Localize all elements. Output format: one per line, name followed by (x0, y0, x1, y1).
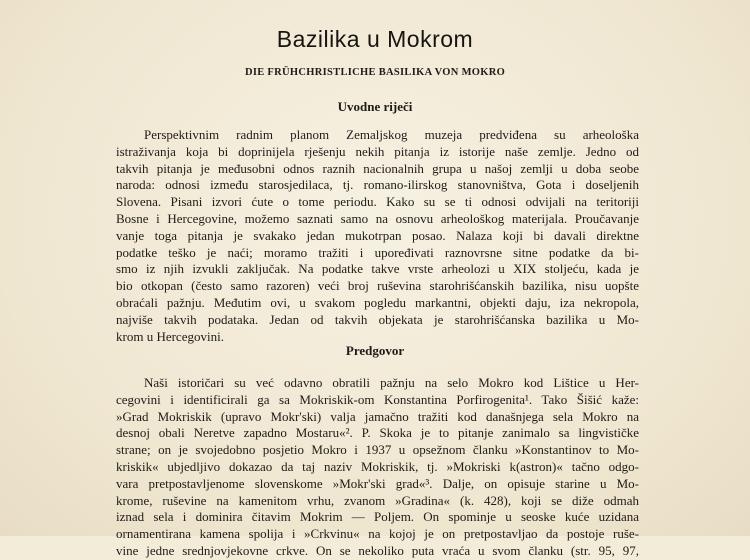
text-line: desnoj obali Neretve zapadno Mostaru«². P. Skoka je to pitanje zanimalo sa lingvističke (116, 425, 639, 441)
paragraph-preface (116, 375, 639, 560)
text-line: Perspektivnim radnim planom Zemaljskog muzeja predviđena su arheološka (144, 127, 639, 142)
text-line: podatke teško je naći; moramo tražiti i upoređivati raznovrsne sitne podatke da bi- (116, 244, 639, 260)
text-line: vara pretpostavljenome slovenskome »Mokr'ski grad«³. Dalje, on opisuje starine u Mo- (116, 475, 639, 491)
section-heading-intro: Uvodne riječi (337, 99, 413, 114)
paragraph-intro (116, 127, 639, 345)
text-line: vine jedne srednjovjekovne crkve. On se nekoliko puta vraća u svom članku (str. 95, 97, (116, 542, 639, 558)
text-line: vanje toga pitanja je svakako jedan mukotrpan posao. Nalaza koji bi davali direktne (116, 227, 639, 243)
text-line: najviše takvih podataka. Jedan od takvih objekata je starohrišćanska bazilika u Mo- (116, 311, 639, 327)
text-line: istraživanja koja bi doprinijela rješenju nekih pitanja iz istorije naše zemlje. Jedno od (116, 143, 639, 159)
text-line: bio otkopan (često samo razoren) veći broj ruševina starohrišćanskih bazilika, nisu uopšte (116, 278, 639, 294)
text-line: cegovini i identificirali ga sa Mokriskik-om Konstantina Porfirogenita¹. Tako Šišić kaže: (116, 391, 639, 407)
section-heading-preface: Predgovor (345, 343, 405, 358)
text-line: Bosne i Hercegovine, možemo saznati samo na osnovu arheološkog materijala. Proučavanje (116, 210, 639, 226)
text-line: takvih pitanja je međusobni odnos raznih nacionalnih grupa u našoj zemlji u doba seobe (116, 160, 639, 176)
text-line: smo iz njih izvukli zaključak. Na podatke takve vrste arheolozi u XIX stoljeću, kada je (116, 261, 639, 277)
text-line: iznad sela i dominira čitavim Mokrim — Poljem. On spominje u seoske kuće uzidana (116, 509, 639, 525)
text-line: ornamentirana kamena spolija i »Crkvinu« na kojoj je on pretpostavljao da postoje ruše- (116, 526, 639, 542)
page-title: Bazilika u Mokrom (276, 26, 474, 52)
text-line: naroda: odnosi između starosjedilaca, tj. romano-ilirskog stanovništva, Gota i doseljenih (116, 177, 639, 193)
text-line: »Grad Mokriskik (upravo Mokr'ski) valja jamačno tražiti kod današnjega sela Mokro na (116, 408, 639, 424)
text-line: strane; on je svojedobno posjetio Mokro i 1937 u opsežnom članku »Konstantinov to Mo- (116, 442, 639, 458)
text-line: obraćali pažnju. Međutim ovi, u svakom pogledu markantni, objekti daju, iza nekropola, (116, 294, 639, 310)
text-line: krome, ruševine na kamenitom vrhu, zvanom »Gradina« (k. 428), koji se diže odmah (116, 492, 639, 508)
text-line: kriskik« ubjedljivo dokazao da taj naziv Mokriskik, tj. »Mokriski k(astron)« tačno odgo- (116, 458, 639, 474)
page-subtitle: DIE FRÜHCHRISTLICHE BASILIKA VON MOKRO (244, 67, 506, 78)
text-line: krom u Hercegovini. (116, 328, 224, 344)
text-line: Slovena. Pisani izvori ćute o tome periodu. Kako su se ti odnosi odvijali na teritoriji (116, 194, 639, 210)
text-line: Naši istoričari su već odavno obratili pažnju na selo Mokro kod Lištice u Her- (144, 375, 639, 390)
